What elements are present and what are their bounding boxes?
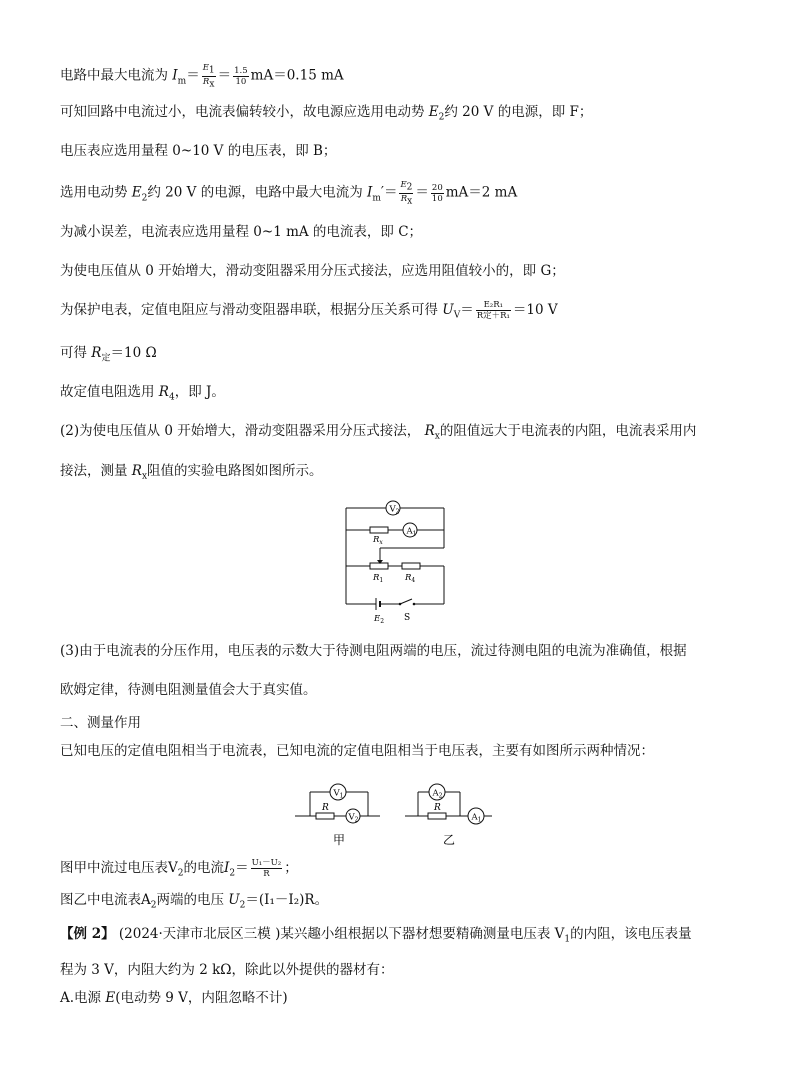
var: E [400,180,407,190]
var: I [366,184,373,201]
var: R [91,345,102,361]
text-line: 电压表应选用量程 0~10 V 的电压表，即 B； [60,143,337,159]
text-line: 为减小误差，电流表应选用量程 0~1 mA 的电流表，即 C； [60,224,423,240]
rx-label: $R_x$ [373,535,383,546]
text: (电动势 9 V，内阻忽略不计) [115,990,288,1006]
text-line [60,382,225,408]
num: U₁－U₂ [251,858,282,868]
text-line: 为使电压值从 0 开始增大，滑动变阻器采用分压式接法，应选用阻值较小的，即 G； [60,263,565,279]
circuit-diagram [340,493,450,625]
text-line [60,924,692,950]
example-tag: 【例 2】 [60,926,115,942]
sub: 1 [564,934,571,945]
den: R定＋R₁ [476,311,510,321]
circuit-diagram-jia-yi [290,778,500,850]
var: R [424,423,435,439]
sub: x [407,196,413,207]
text: 的电流 [183,860,224,876]
sub: x [434,431,440,442]
sub: 4 [168,392,175,403]
yi-a2-label: $A_2$ [432,788,443,800]
text-line [60,858,298,884]
fraction [251,858,283,879]
yi-a1-label: $A_1$ [471,812,482,824]
text: A.电源 [60,990,106,1006]
text-line: 程为 3 V，内阻大约为 2 kΩ，除此以外提供的器材有： [60,962,394,978]
text-line [60,300,558,326]
jia-caption: 甲 [333,833,346,847]
text: ＝ [235,860,249,876]
var: E [131,184,142,201]
den: R [263,869,270,879]
text: ＝ [460,302,474,318]
jia-v2-label: $V_2$ [348,812,359,824]
text: 电路中最大电流为 [60,67,173,84]
var: I [223,860,230,876]
text: 图甲中流过电压表V [60,860,178,876]
fraction [202,63,216,89]
v2-label: $V_2$ [389,504,400,516]
yi-caption: 乙 [443,833,456,847]
text-line [60,102,592,128]
var: I [172,67,178,84]
r4-label: $R_4$ [405,573,416,584]
sub: 2 [239,900,246,911]
text: (2024·天津市北辰区三模 )某兴趣小组根据以下器材想要精确测量电压表 V [114,926,565,942]
text: 的内阻，该电压表量 [570,926,692,942]
text: 接法，测量 [60,463,132,479]
text: ′＝ [380,184,398,201]
sub: 2 [141,193,148,204]
text: 可知回路中电流过小，电流表偏转较小，故电源应选用电动势 [60,104,429,120]
text: ＝10 Ω [110,345,157,361]
text-line: 欧姆定律，待测电阻测量值会大于真实值。 [60,682,317,698]
text-line [60,461,323,487]
text-line [60,63,344,91]
text: ＝(I₁－I₂)R。 [245,892,329,908]
text-line [60,421,696,447]
text: (2)为使电压值从 0 开始增大，滑动变阻器采用分压式接法， [60,423,425,439]
text: 图乙中电流表A [60,892,151,908]
sub: 2 [406,182,413,193]
var: E [202,63,209,73]
text: 为保护电表，定值电阻应与滑动变阻器串联，根据分压关系可得 [60,302,443,318]
var: R [158,384,169,400]
num: 20 [431,182,443,193]
e2-label: $E_2$ [374,614,385,625]
den: 10 [235,76,247,87]
text: ； [284,860,298,876]
sub: V [453,310,461,321]
den: 10 [431,193,443,204]
num: E₂R₁ [476,300,511,311]
var: U [228,892,240,908]
switch-label: S [404,613,411,623]
sub: 2 [229,868,236,879]
text: 故定值电阻选用 [60,384,159,400]
text: 选用电动势 [60,184,132,201]
yi-r-label: R [434,803,441,813]
fraction [233,66,249,87]
text: 的阻值远大于电流表的内阻，电流表采用内 [439,423,697,439]
text: ＝10 V [512,302,558,318]
text: 阻值的实验电路图如图所示。 [147,463,323,479]
text: 可得 [60,345,92,361]
sub: 2 [150,900,157,911]
text: mA＝2 mA [445,184,518,201]
text: ，即 J。 [174,384,225,400]
sub: 1 [208,65,215,76]
text: 约 20 V 的电源，电路中最大电流为 [147,184,367,201]
jia-v1-label: $V_1$ [333,788,344,800]
text-line: (3)由于电流表的分压作用，电压表的示数大于待测电阻两端的电压，流过待测电阻的电流为准确值，根据 [60,643,687,659]
var: E [428,104,439,120]
num: 1.5 [234,65,248,76]
text-line [60,180,517,208]
section-heading: 二、测量作用 [60,715,141,731]
sub: 2 [177,868,184,879]
var: R [400,193,408,204]
sub: 定 [101,353,111,364]
a1-label: $A_1$ [406,526,417,538]
sub: 2 [438,112,445,123]
text-line: 已知电压的定值电阻相当于电流表，已知电流的定值电阻相当于电压表，主要有如图所示两种情况： [60,743,654,759]
text-line [60,343,157,369]
sub: x [209,79,215,90]
var: E [105,990,116,1006]
sub: x [141,471,148,482]
text: mA＝0.15 mA [250,67,344,84]
var: R [202,76,210,87]
text: 两端的电压 [156,892,229,908]
fraction [399,180,413,206]
text-line [60,988,288,1008]
var: U [442,302,454,318]
text: ＝ [415,184,429,201]
text: ＝ [217,67,232,84]
text-line [60,890,328,916]
sub: m [372,193,381,204]
text: 约 20 V 的电源，即 F； [444,104,593,120]
jia-r-label: R [322,803,329,813]
r1-label: $R_1$ [373,573,384,584]
sub: m [177,76,187,87]
fraction [476,300,511,321]
fraction [431,183,444,204]
text: ＝ [186,67,200,84]
var: R [131,463,142,479]
